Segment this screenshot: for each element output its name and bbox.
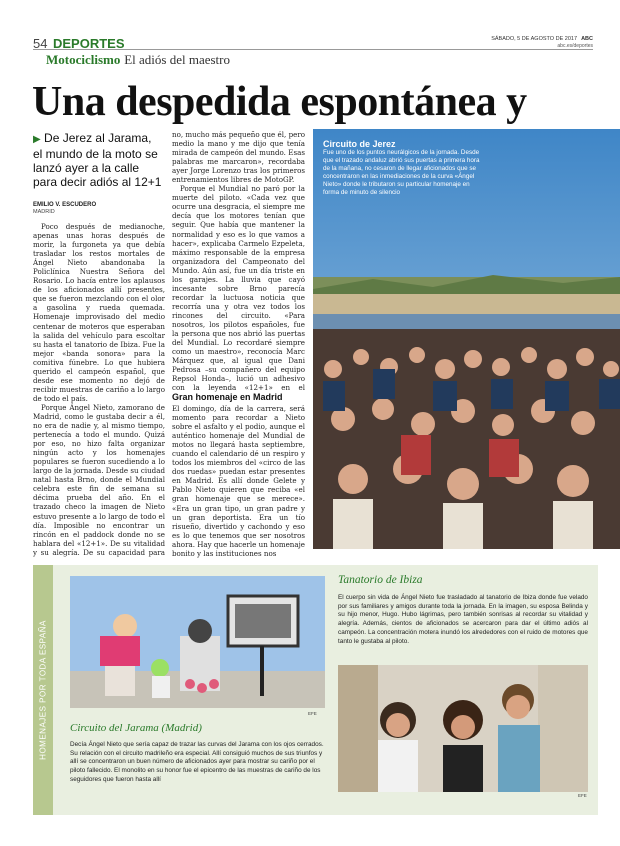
paragraph: no, mucho más pequeño que él, pero medio la mano y me dijo que tenía mirada de campeón del mundo. Esas palabras me marcaron», recordaba ayer Jorge Lorenzo tras los primeros entrenamientos libres de MotoGP. — [172, 130, 305, 185]
body-column-3 — [172, 404, 305, 562]
caption-jarama-title: Circuito del Jarama (Madrid) — [70, 722, 202, 734]
kicker: Motociclismo — [46, 52, 121, 67]
deck-text: De Jerez al Jarama, el mundo de la moto se lanzó ayer a la calle para decir adiós al 12+1 — [33, 131, 162, 189]
vertical-label-text: HOMENAJES POR TODA ESPAÑA — [38, 620, 48, 760]
body-column-2 — [172, 130, 305, 392]
byline-author: EMILIO V. ESCUDERO — [33, 202, 97, 208]
subsection-line — [46, 52, 230, 68]
headline: Una despedida espontánea y — [32, 79, 527, 125]
subhead: Gran homenaje en Madrid — [172, 392, 283, 402]
caption-body: Fue uno de los puntos neurálgicos de la jornada. Desde que el trazado andaluz abrió sus puertas a primera hora de la mañana, no cesaron de llegar aficionados que se concentraron en las inmediaciones de la curva «Ángel Nieto» donde le tributaron su particular homenaje en forma de minuto de silencio — [323, 149, 480, 196]
deck — [33, 131, 163, 189]
family-photo-illustration — [338, 665, 588, 792]
photo-credit-ibiza: EFE — [578, 793, 587, 798]
paragraph: Poco después de medianoche, apenas unas horas después de morir, la furgoneta ya que debía trasladar los restos mortales de Ángel Nieto abandonaba la Policlínica Nuestra Señora del Rosario. Lo hacía entre los aplausos de los aficionados allí presentes, que se fueron mezclando con el olor a gasolina y rueda quemada. Homenaje improvisado del medio centenar de moteros que esperaban la salida del vehículo para escoltar su hasta el tanatorio de Ibiza. Fue la mejor «banda sonora» para la comitiva fúnebre. Lo que hubiera querido el campeón español, que desde ese momento no dejó de recibir muestras de cariño a lo largo de todo el país. — [33, 222, 165, 403]
paragraph: Porque Ángel Nieto, zamorano de Madrid, como le gustaba decir a él, no era de nadie y, al mismo tiempo, pertenecía a todo el mundo. Quizá por eso, no hizo falta organizar ningún acto y los homenajes populares se fueron sucediendo a lo largo de la jornada. Desde su ciudad natal hasta Brno, donde el Mundial celebra este fin de semana su décima prueba del año. En el trazado checo la imagen de Nieto estuvo presente a lo largo de todo el día. Imposible no encontrar un rincón en el paddock donde no se hablara del «12+1». De su vitalidad y su alegría. De su capacidad para — [33, 402, 165, 557]
paper-name: ABC — [581, 36, 593, 42]
photo-ibiza — [338, 665, 588, 792]
photo-credit-jarama: EFE — [308, 711, 317, 716]
arrow-icon: ▶ — [33, 134, 41, 145]
photo-jarama — [70, 576, 325, 708]
caption-ibiza-body: El cuerpo sin vida de Ángel Nieto fue trasladado al tanatorio de Ibiza donde fue velado por sus familiares y amigos durante toda la jornada. En la imagen, su esposa Belinda y su hijo menor, Hugo. Hubo lágrimas, pero también sonrisas al recordar su vitalidad y alegría. Además, cientos de aficionados se acercaron para dar el último adiós al campeón. La concentración motera inundó los alrededores con el ruido de motores que tanto le gustaba al piloto. — [338, 594, 588, 645]
vertical-label — [33, 565, 53, 815]
page-number: 54 — [33, 36, 48, 51]
paragraph: Porque el Mundial no paró por la muerte del piloto. «Cada vez que ocurre una desgracia, el siempre me decía que los motores tenían que seguir. Que había que mantener la normalidad y eso es lo que vamos a hacer», explicaba Carmelo Ezpeleta, máximo responsable de la empresa organizadora del Campeonato del Mundo. Aún así, fue un día triste en los garajes. La lluvia que cayó incesante sobre Brno parecía recordar la luctuosa noticia que recorría una y otra vez todos los rincones del circuito. «Para nosotros, los pilotos españoles, fue la persona que nos abrió las puertas del Mundial. Lo recordaré siempre como un maestro», reconocía Marc Márquez que, al igual que Dani Pedrosa –su compañero del equipo Repsol Honda–, lució un adhesivo con la leyenda «12+1» en el — [172, 184, 305, 392]
body-column-1 — [33, 222, 165, 558]
caption-title: Circuito de Jerez — [323, 139, 396, 149]
paragraph: El domingo, día de la carrera, será momento para recordar a Nieto sobre el asfalto y el podio, aunque el auténtico homenaje del Mundial de motos no llegará hasta septiembre, cuando el calendario dé un respiro y todos los miembros del «circo de las dos ruedas» puedan estar presentes en Madrid. Es allí donde Gelete y Pablo Nieto quieren que reciba «el gran homenaje que se merece». «Era un gran tipo, un gran padre y un gran deportista. Era un tío risueño, divertido y cachondo y eso es lo que tenemos que ser nosotros ahora. Hay que hacerle un homenaje bonito y las instituciones nos — [172, 404, 305, 558]
section-name: DEPORTES — [53, 36, 125, 51]
page-header — [33, 36, 593, 50]
subsection-title: El adiós del maestro — [124, 52, 230, 67]
byline-city: MADRID — [33, 209, 55, 215]
issue-date: SÁBADO, 5 DE AGOSTO DE 2017 — [491, 36, 577, 42]
monument-photo-illustration — [70, 576, 325, 708]
caption-ibiza-title: Tanatorio de Ibiza — [338, 574, 423, 586]
caption-jerez — [323, 139, 483, 197]
caption-jarama-body: Decía Ángel Nieto que sería capaz de trazar las curvas del Jarama con los ojos cerrados. Su relación con el circuito madrileño era especial. Allí consiguió muchos de sus triunfos y allí se concentraron un buen número de aficionados ayer para mostrar su cariño por el piloto fallecido. El monolito en su honor fue el epicentro de las muestras de cariño de los seguidores que fueron hasta allí — [70, 741, 324, 783]
section-url: abc.es/deportes — [557, 43, 593, 49]
